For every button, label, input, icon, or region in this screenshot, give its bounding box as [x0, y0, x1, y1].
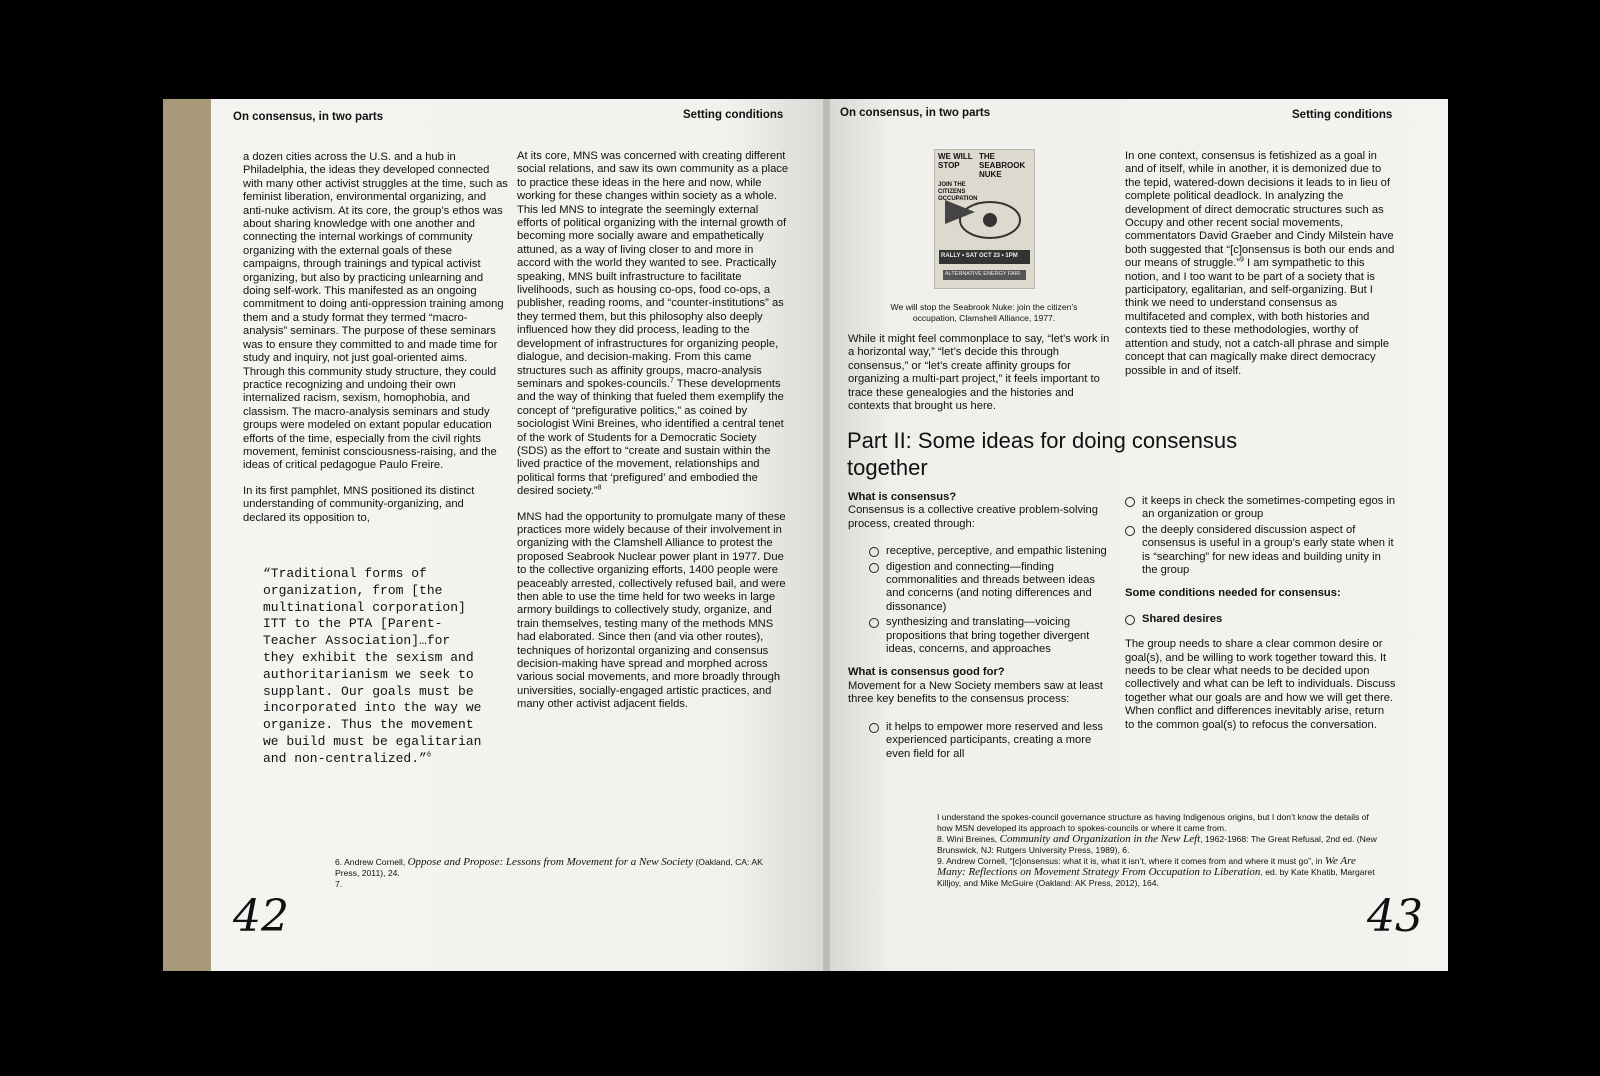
circle-bullet-icon — [869, 723, 879, 733]
paragraph: MNS had the opportunity to promulgate many of these practices more widely because of their involvement in organizing with the Clamshell Alliance to protest the proposed Seabrook Nuclear power plant in 1977. Due to the collective organizing efforts, 1400 people were peaceably arrested, collectively refused bail, and were then able to use the time held for two weeks in large armory buildings to collectively study, organize, and train themselves, testing many of the methods MNS had elaborated. Since then (and via other routes), techniques of horizontal organizing and consensus decision-making have spread and morphed across various social movements, and more broadly through universities, socially-engaged artistic practices, and many other activist adjacent fields. — [517, 510, 786, 711]
poster-line: RALLY • SAT OCT 23 • 1PM — [941, 253, 1018, 259]
left-column-2 — [517, 150, 789, 722]
paragraph — [1125, 150, 1397, 378]
list-item — [1104, 524, 1396, 578]
right-column-2-intro — [1125, 150, 1397, 388]
list-item — [848, 616, 1116, 656]
section-heading: Part II: Some ideas for doing consensus together — [847, 428, 1238, 480]
list-item — [1104, 495, 1396, 522]
right-column-1-intro — [848, 333, 1116, 423]
list-item — [848, 561, 1116, 615]
block-quote — [263, 566, 483, 768]
paragraph-text: These developments and the way of thinking that fueled them exemplify the concept of “prefigurative politics,” as coined by sociologist Wini Breines, who identified a central tenet of the work of Students for a Democratic Society (SDS) as the effort to “create and sustain within the lived practice of the movement, relationships and political forms that ‘prefigured’ and embodied the desired society.” — [517, 377, 784, 498]
circle-bullet-icon — [1125, 526, 1135, 536]
footnotes — [335, 857, 785, 890]
list-item — [1104, 613, 1396, 626]
running-head-right: Setting conditions — [1292, 109, 1393, 121]
paragraph: The group needs to share a clear common desire or goal(s), and be willing to work together toward this. It needs to be clear what needs to be decided upon collectively and what can be left to individuals. Discuss together what our goals are and how we will get there. When conflict and differences inevitably arise, return to the common goal(s) to refocus the conversation. — [1125, 638, 1396, 731]
paragraph: Consensus is a collective creative problem-solving process, created through: — [848, 504, 1098, 530]
subheading: What is consensus? — [848, 491, 957, 503]
list-item — [848, 545, 1116, 558]
paragraph-text: I am sympathetic to this notion, and I too want to be part of a society that is participatory, egalitarian, and self-organizing. But I think we need to understand consensus as multifaceted and complex, with both histories and contexts tied to these methodologies, worthy of attention and study, not a catch-all phrase and simple concept that can magically make direct democracy possible in and of itself. — [1125, 257, 1390, 377]
footnote-6 — [335, 857, 785, 879]
paragraph — [517, 150, 789, 499]
paragraph: Movement for a New Society members saw at least three key benefits to the consensus process: — [848, 679, 1103, 706]
circle-bullet-icon — [1125, 497, 1135, 507]
footnote-text: , 1962-1968: The Great Refusal, 2nd ed. (New Brunswick, NJ: Rutgers University Press, 1989), 6. — [937, 834, 1377, 855]
left-page — [211, 99, 823, 971]
footnote-7: I understand the spokes-council governance structure as having Indigenous origins, but I don’t know the details of how MSN developed its approach to spokes-councils or where it came from. — [937, 812, 1369, 833]
subheading: What is consensus good for? — [848, 666, 1005, 679]
circle-bullet-icon — [869, 618, 879, 628]
footnote-text: 8. Wini Breines, — [937, 834, 1000, 844]
footnote-9 — [937, 856, 1377, 889]
footnote-ref: 6 — [426, 751, 432, 760]
list-item-text: it keeps in check the sometimes-competing egos in an organization or group — [1142, 495, 1396, 521]
poster-caption: We will stop the Seabrook Nuke: join the citizen’s occupation, Clamshell Alliance, 1977. — [890, 302, 1078, 323]
running-head-right: Setting conditions — [683, 109, 784, 121]
paragraph-text: In one context, consensus is fetishized as a goal in and of itself, while in another, it is demonized due to the tepid, watered-down decisions it leads to in lieu of complete political deadlock. In analyzing the development of direct democratic structures such as Occupy and other recent social movements, commentators David Graeber and Cindy Milstein have both suggested that “[c]onsensus is both our ends and our means of struggle.” — [1125, 150, 1395, 270]
gutter — [823, 99, 830, 971]
footnote-ref: 9 — [1240, 256, 1244, 264]
right-page — [830, 99, 1448, 971]
footnote-text: (Oakland, CA: AK Press, 2011), 24. — [335, 857, 763, 878]
footnote-8 — [937, 834, 1377, 856]
right-column-1-body — [848, 491, 1116, 763]
left-column-1 — [243, 151, 509, 535]
book-binding — [163, 99, 211, 971]
list-item-text: digestion and connecting—finding commonalities and threads between ideas and concerns (and noting differences and dissonance) — [886, 560, 1095, 613]
footnote-text: 9. Andrew Cornell, “[c]onsensus: what it is, what it isn’t, where it comes from and where it must go”, in — [937, 856, 1325, 866]
footnote-text: , ed. by Kate Khatib, Margaret Killjoy, and Mike McGuire (Oakland: AK Press, 2012), 164. — [937, 867, 1375, 888]
list-item-text: Shared desires — [1142, 612, 1223, 625]
footnote-ref: 8 — [597, 484, 602, 492]
list-item — [848, 721, 1116, 761]
footnote-title: Community and Organization in the New Left — [999, 833, 1201, 845]
poster-image — [934, 149, 1035, 289]
circle-bullet-icon — [869, 563, 879, 573]
paragraph-text: At its core, MNS was concerned with creating different social relations, and saw its own community as a place to practice these ideas in the here and now, while working for these changes within society as a whole. This led MNS to integrate the seemingly external efforts of political organizing with the internal growth of becoming more socially aware and empathetically attuned, as a way of living closer to and more in accord with the world they wanted to see. Practically speaking, MNS built infrastructure to facilitate livelihoods, such as housing co-ops, food co-ops, a publisher, reading rooms, and “counter-institutions” as they termed them, but this philosophy also deeply influenced how they did process, leading to the development of infrastructures for organizing people, dialogue, and decision-making. From this came structures such as affinity groups, macro-analysis seminars and spokes-councils. — [517, 150, 789, 390]
footnote-7: 7. — [335, 879, 343, 889]
poster-line: JOIN THE CITIZENS OCCUPATION — [938, 182, 978, 202]
circle-bullet-icon — [1125, 615, 1135, 625]
paragraph: In its first pamphlet, MNS positioned its distinct understanding of community-organizing, and declared its opposition to, — [243, 484, 475, 524]
page-number: 42 — [233, 891, 289, 942]
book-spread — [163, 99, 1448, 971]
footnote-title: We Are Many: Reflections on Movement Strategy From Occupation to Liberation — [937, 855, 1356, 878]
list-item-text: receptive, perceptive, and empathic listening — [886, 545, 1107, 558]
footnotes — [937, 812, 1377, 889]
list-item-text: it helps to empower more reserved and less experienced participants, creating a more even field for all — [886, 720, 1104, 760]
quote-text: “Traditional forms of organization, from [the multinational corporation] ITT to the PTA [Parent-Teacher Association]…for they exhibit the sexism and authoritarianism we seek to supplant. Our goals must be incorporated into the way we organize. Thus the movement we build must be egalitarian and non-centralized.” — [263, 566, 482, 766]
list-item-text: synthesizing and translating—voicing propositions that bring together divergent ideas, concerns, and approaches — [886, 616, 1090, 656]
paragraph: While it might feel commonplace to say, “let’s work in a horizontal way,” “let’s decide this through consensus,” or “let’s create affinity groups for organizing a multi-part project,” it feels important to trace these genealogies and the histories and contexts that brought us here. — [848, 333, 1110, 413]
running-head-left: On consensus, in two parts — [233, 111, 384, 123]
footnote-ref: 7 — [669, 377, 674, 385]
circle-bullet-icon — [869, 547, 879, 557]
list-item-text: the deeply considered discussion aspect of consensus is useful in a group’s early state when it is “searching” for new ideas and building unity in the group — [1142, 523, 1394, 577]
page-number: 43 — [1367, 891, 1423, 942]
paragraph: a dozen cities across the U.S. and a hub in Philadelphia, the ideas they developed connected with many other activist struggles at the time, such as feminist liberation, environmental organizing, and anti-nuke activism. At its core, the group’s ethos was about sharing knowledge with one another and connecting the internal workings of community organizing with the external goals of these campaigns, through trainings and typical activist organizing, but also by practicing unlearning and doing self-work. This manifested as an ongoing commitment to doing anti-oppression training among them and a study format they termed “macro-analysis” seminars. The purpose of these seminars was to ensure they committed to and made time for study and inquiry, not just goal-oriented aims. Through this community study structure, they could practice recognizing and undoing their own internalized racism, sexism, homophobia, and classism. The macro-analysis seminars and study groups were modeled on extant popular education efforts of the time, especially from the civil rights movement, feminist consciousness-raising, and the ideas of critical pedagogue Paulo Freire. — [243, 151, 508, 472]
subheading: Some conditions needed for consensus: — [1125, 587, 1341, 600]
footnote-text: 6. Andrew Cornell, — [335, 857, 408, 867]
poster-line: ALTERNATIVE ENERGY FAIR — [945, 271, 1021, 277]
right-column-2-body — [1104, 495, 1396, 732]
running-head-left: On consensus, in two parts — [840, 107, 991, 119]
footnote-title: Oppose and Propose: Lessons from Movement for a New Society — [407, 856, 694, 868]
poster-line: THE SEABROOK NUKE — [979, 152, 1026, 179]
poster-line: WE WILL STOP — [938, 152, 973, 170]
